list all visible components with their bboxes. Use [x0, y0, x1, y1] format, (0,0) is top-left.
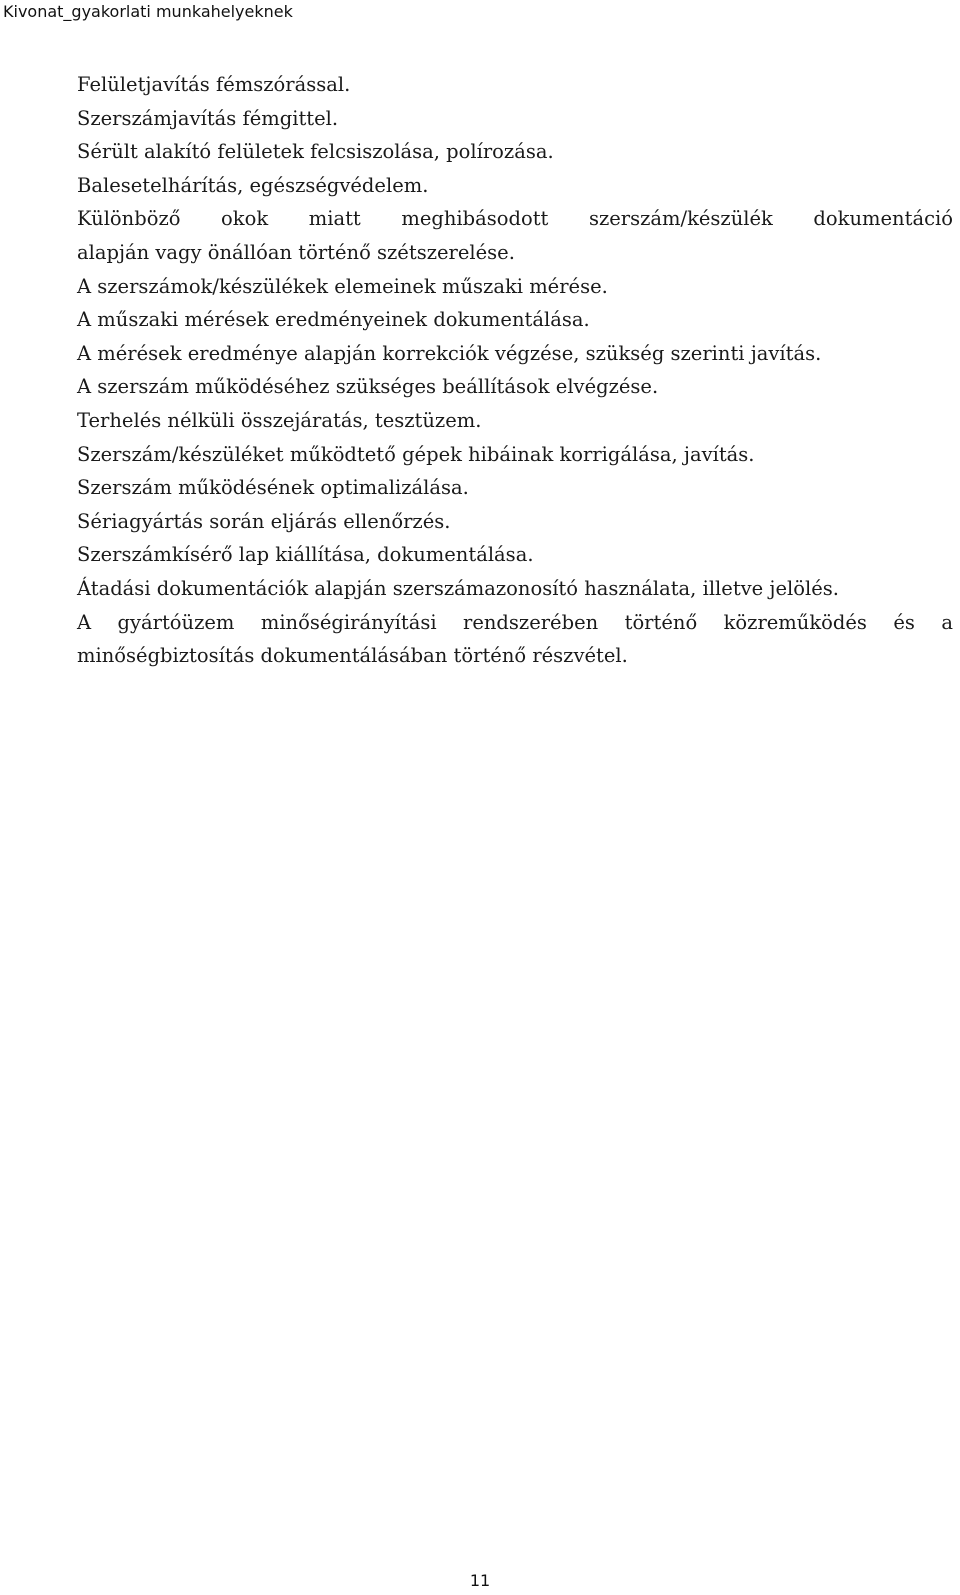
word: a [941, 610, 953, 634]
word: Különböző [77, 207, 181, 231]
word: miatt [308, 207, 361, 231]
word: rendszerében [463, 610, 599, 634]
page-number: 11 [469, 1571, 491, 1590]
list-line-justified [77, 606, 953, 640]
list-line: A mérések eredménye alapján korrekciók végzése, szükség szerinti javítás. [77, 341, 822, 365]
word: okok [221, 207, 269, 231]
list-line: A szerszám működéséhez szükséges beállítások elvégzése. [77, 375, 659, 399]
word: meghibásodott [401, 207, 549, 231]
word: gyártóüzem [117, 610, 235, 634]
word: dokumentáció [813, 207, 953, 231]
word: A [77, 610, 92, 634]
list-line: Szerszám működésének optimalizálása. [77, 476, 469, 500]
list-line: Sériagyártás során eljárás ellenőrzés. [77, 509, 451, 533]
list-line: Terhelés nélküli összejáratás, tesztüzem. [77, 408, 482, 432]
list-line: Szerszámkísérő lap kiállítása, dokumentálása. [77, 543, 534, 567]
list-line: Balesetelhárítás, egészségvédelem. [77, 173, 429, 197]
list-line: Átadási dokumentációk alapján szerszámazonosító használata, illetve jelölés. [77, 576, 839, 600]
list-line: A szerszámok/készülékek elemeinek műszaki mérése. [77, 274, 608, 298]
list-line: minőségbiztosítás dokumentálásában történő részvétel. [77, 644, 628, 668]
list-line: Szerszám/készüléket működtető gépek hibáinak korrigálása, javítás. [77, 442, 755, 466]
list-line: alapján vagy önállóan történő szétszerelése. [77, 240, 515, 264]
word: és [893, 610, 915, 634]
word: közreműködés [723, 610, 867, 634]
word: minőségirányítási [260, 610, 437, 634]
list-line-justified [77, 202, 953, 236]
document-header-title: Kivonat_gyakorlati munkahelyeknek [3, 2, 293, 21]
document-body [77, 68, 953, 673]
list-line: Szerszámjavítás fémgittel. [77, 106, 339, 130]
word: történő [624, 610, 698, 634]
list-line: A műszaki mérések eredményeinek dokumentálása. [77, 308, 590, 332]
list-line: Felületjavítás fémszórással. [77, 73, 351, 96]
list-line: Sérült alakító felületek felcsiszolása, polírozása. [77, 140, 554, 164]
word: szerszám/készülék [588, 207, 773, 231]
